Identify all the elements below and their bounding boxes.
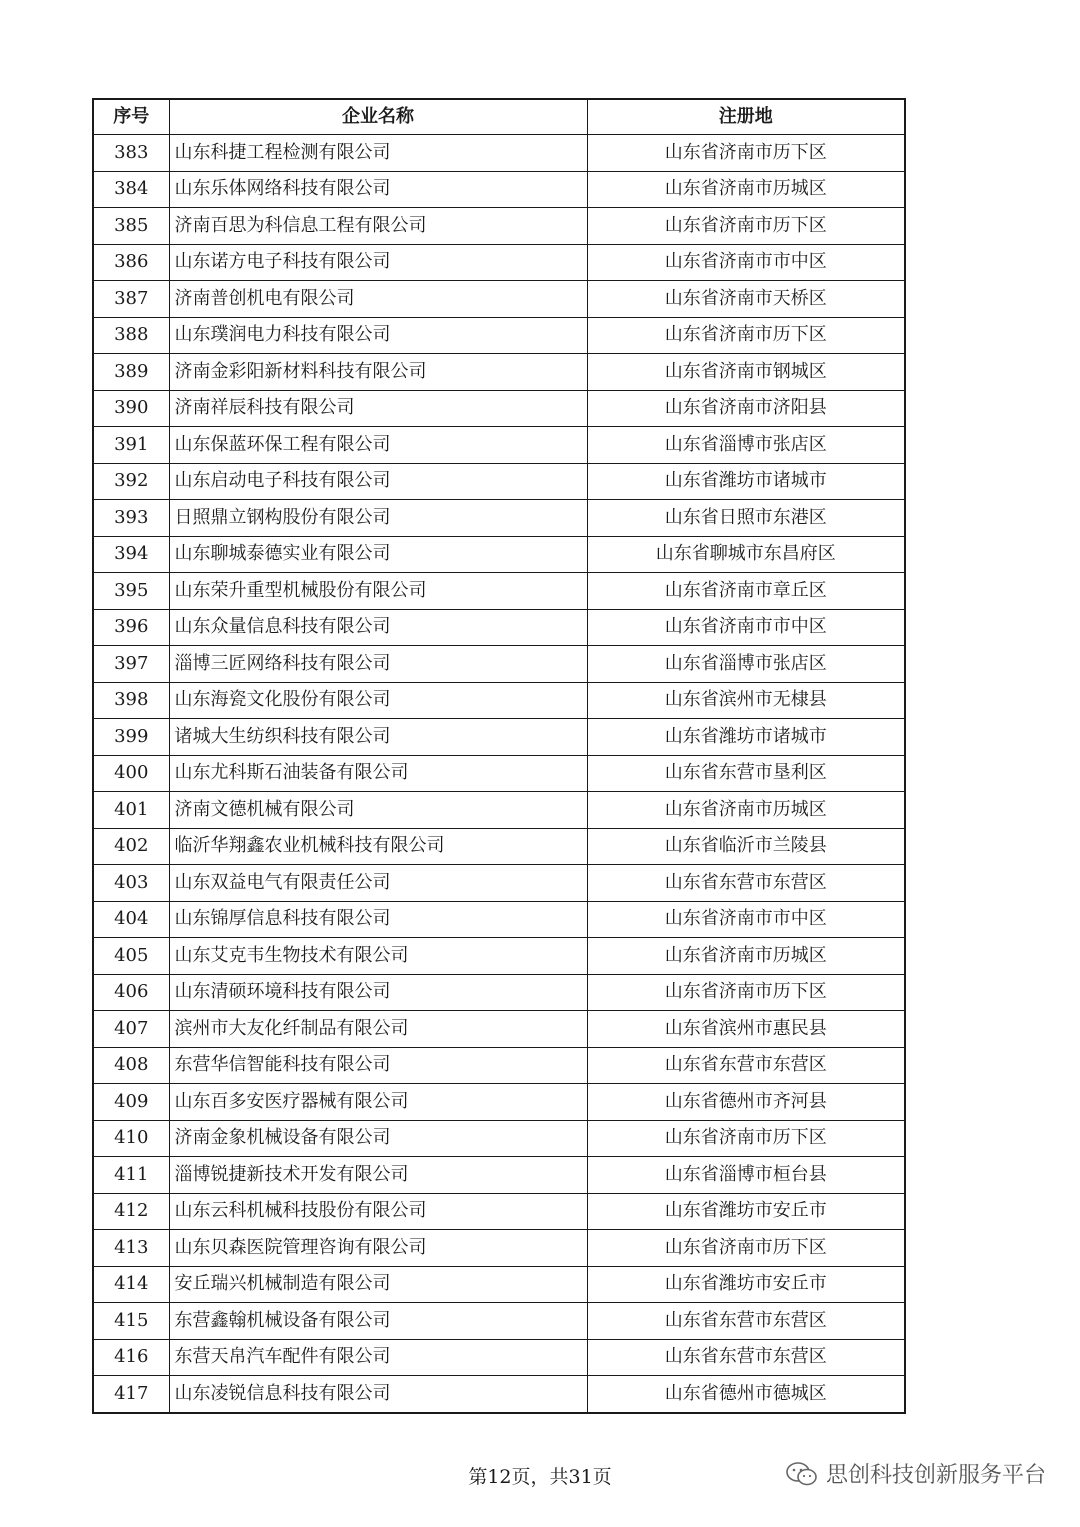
table-row	[93, 281, 905, 318]
cell-registered-place: 山东省日照市东港区	[587, 500, 905, 537]
cell-registered-place: 山东省济南市历下区	[587, 974, 905, 1011]
cell-serial: 383	[93, 135, 169, 172]
table-row	[93, 244, 905, 281]
cell-serial: 395	[93, 573, 169, 610]
cell-registered-place: 山东省济南市历下区	[587, 1120, 905, 1157]
table-row	[93, 1084, 905, 1121]
cell-company-name: 临沂华翔鑫农业机械科技有限公司	[169, 828, 587, 865]
cell-company-name: 东营华信智能科技有限公司	[169, 1047, 587, 1084]
cell-registered-place: 山东省济南市章丘区	[587, 573, 905, 610]
cell-company-name: 山东双益电气有限责任公司	[169, 865, 587, 902]
cell-company-name: 山东乐体网络科技有限公司	[169, 171, 587, 208]
table-row	[93, 974, 905, 1011]
cell-registered-place: 山东省济南市历城区	[587, 938, 905, 975]
cell-serial: 410	[93, 1120, 169, 1157]
cell-registered-place: 山东省东营市东营区	[587, 1339, 905, 1376]
table-row	[93, 536, 905, 573]
cell-serial: 387	[93, 281, 169, 318]
cell-company-name: 山东艾克韦生物技术有限公司	[169, 938, 587, 975]
table-row	[93, 1303, 905, 1340]
header-company-name: 企业名称	[169, 99, 587, 135]
cell-registered-place: 山东省滨州市惠民县	[587, 1011, 905, 1048]
table-row	[93, 682, 905, 719]
cell-registered-place: 山东省临沂市兰陵县	[587, 828, 905, 865]
cell-registered-place: 山东省潍坊市诸城市	[587, 719, 905, 756]
cell-serial: 409	[93, 1084, 169, 1121]
cell-registered-place: 山东省济南市钢城区	[587, 354, 905, 391]
cell-registered-place: 山东省济南市历城区	[587, 171, 905, 208]
cell-serial: 389	[93, 354, 169, 391]
cell-serial: 390	[93, 390, 169, 427]
cell-company-name: 山东聊城泰德实业有限公司	[169, 536, 587, 573]
cell-registered-place: 山东省潍坊市安丘市	[587, 1193, 905, 1230]
cell-company-name: 东营天帛汽车配件有限公司	[169, 1339, 587, 1376]
cell-serial: 411	[93, 1157, 169, 1194]
table-row	[93, 1193, 905, 1230]
cell-registered-place: 山东省聊城市东昌府区	[587, 536, 905, 573]
cell-company-name: 东营鑫翰机械设备有限公司	[169, 1303, 587, 1340]
cell-serial: 416	[93, 1339, 169, 1376]
cell-serial: 404	[93, 901, 169, 938]
table-row	[93, 390, 905, 427]
cell-serial: 405	[93, 938, 169, 975]
table-row	[93, 1230, 905, 1267]
company-table-container	[92, 98, 904, 1414]
cell-company-name: 山东云科机械科技股份有限公司	[169, 1193, 587, 1230]
cell-serial: 413	[93, 1230, 169, 1267]
cell-company-name: 山东尤科斯石油装备有限公司	[169, 755, 587, 792]
table-row	[93, 463, 905, 500]
cell-company-name: 山东璞润电力科技有限公司	[169, 317, 587, 354]
cell-company-name: 山东百多安医疗器械有限公司	[169, 1084, 587, 1121]
cell-serial: 403	[93, 865, 169, 902]
cell-company-name: 安丘瑞兴机械制造有限公司	[169, 1266, 587, 1303]
cell-company-name: 济南文德机械有限公司	[169, 792, 587, 829]
cell-company-name: 山东众量信息科技有限公司	[169, 609, 587, 646]
cell-serial: 391	[93, 427, 169, 464]
page-footer: 第12页，共31页	[468, 1466, 612, 1488]
cell-serial: 399	[93, 719, 169, 756]
cell-registered-place: 山东省淄博市张店区	[587, 646, 905, 683]
table-row	[93, 317, 905, 354]
cell-serial: 406	[93, 974, 169, 1011]
cell-registered-place: 山东省东营市东营区	[587, 1303, 905, 1340]
cell-registered-place: 山东省济南市历下区	[587, 135, 905, 172]
table-row	[93, 1157, 905, 1194]
cell-serial: 414	[93, 1266, 169, 1303]
table-row	[93, 865, 905, 902]
cell-registered-place: 山东省东营市东营区	[587, 865, 905, 902]
cell-serial: 386	[93, 244, 169, 281]
cell-serial: 393	[93, 500, 169, 537]
table-row	[93, 573, 905, 610]
cell-registered-place: 山东省德州市齐河县	[587, 1084, 905, 1121]
cell-serial: 392	[93, 463, 169, 500]
header-registered-place: 注册地	[587, 99, 905, 135]
cell-company-name: 山东清硕环境科技有限公司	[169, 974, 587, 1011]
watermark	[786, 1458, 1046, 1489]
cell-serial: 401	[93, 792, 169, 829]
cell-serial: 384	[93, 171, 169, 208]
wechat-icon	[786, 1461, 818, 1487]
cell-serial: 394	[93, 536, 169, 573]
cell-company-name: 山东荣升重型机械股份有限公司	[169, 573, 587, 610]
table-row	[93, 1376, 905, 1413]
table-row	[93, 1339, 905, 1376]
cell-registered-place: 山东省潍坊市诸城市	[587, 463, 905, 500]
cell-company-name: 济南金象机械设备有限公司	[169, 1120, 587, 1157]
cell-registered-place: 山东省滨州市无棣县	[587, 682, 905, 719]
cell-company-name: 济南祥辰科技有限公司	[169, 390, 587, 427]
cell-registered-place: 山东省济南市市中区	[587, 609, 905, 646]
cell-company-name: 济南金彩阳新材料科技有限公司	[169, 354, 587, 391]
cell-serial: 398	[93, 682, 169, 719]
table-row	[93, 427, 905, 464]
table-row	[93, 208, 905, 245]
cell-serial: 385	[93, 208, 169, 245]
cell-company-name: 济南普创机电有限公司	[169, 281, 587, 318]
cell-company-name: 山东贝森医院管理咨询有限公司	[169, 1230, 587, 1267]
table-row	[93, 646, 905, 683]
cell-company-name: 济南百思为科信息工程有限公司	[169, 208, 587, 245]
cell-company-name: 山东锦厚信息科技有限公司	[169, 901, 587, 938]
cell-serial: 400	[93, 755, 169, 792]
header-serial: 序号	[93, 99, 169, 135]
watermark-text: 思创科技创新服务平台	[825, 1463, 1046, 1488]
cell-company-name: 淄博三匠网络科技有限公司	[169, 646, 587, 683]
table-body	[93, 135, 905, 1413]
cell-serial: 402	[93, 828, 169, 865]
cell-company-name: 诸城大生纺织科技有限公司	[169, 719, 587, 756]
cell-serial: 407	[93, 1011, 169, 1048]
cell-company-name: 山东保蓝环保工程有限公司	[169, 427, 587, 464]
company-table	[92, 98, 906, 1414]
cell-serial: 412	[93, 1193, 169, 1230]
cell-registered-place: 山东省济南市市中区	[587, 244, 905, 281]
cell-company-name: 滨州市大友化纤制品有限公司	[169, 1011, 587, 1048]
cell-registered-place: 山东省淄博市张店区	[587, 427, 905, 464]
cell-company-name: 日照鼎立钢构股份有限公司	[169, 500, 587, 537]
cell-serial: 408	[93, 1047, 169, 1084]
table-row	[93, 609, 905, 646]
table-row	[93, 792, 905, 829]
cell-registered-place: 山东省济南市市中区	[587, 901, 905, 938]
cell-serial: 397	[93, 646, 169, 683]
cell-company-name: 山东海瓷文化股份有限公司	[169, 682, 587, 719]
table-row	[93, 354, 905, 391]
table-header-row	[93, 99, 905, 135]
table-row	[93, 135, 905, 172]
cell-serial: 415	[93, 1303, 169, 1340]
cell-registered-place: 山东省东营市垦利区	[587, 755, 905, 792]
cell-company-name: 淄博锐捷新技术开发有限公司	[169, 1157, 587, 1194]
table-row	[93, 938, 905, 975]
table-row	[93, 171, 905, 208]
table-row	[93, 755, 905, 792]
cell-serial: 388	[93, 317, 169, 354]
cell-company-name: 山东诺方电子科技有限公司	[169, 244, 587, 281]
table-row	[93, 828, 905, 865]
cell-registered-place: 山东省济南市历下区	[587, 208, 905, 245]
cell-registered-place: 山东省德州市德城区	[587, 1376, 905, 1413]
cell-registered-place: 山东省济南市历下区	[587, 1230, 905, 1267]
table-row	[93, 1266, 905, 1303]
cell-registered-place: 山东省济南市历下区	[587, 317, 905, 354]
table-row	[93, 901, 905, 938]
table-row	[93, 719, 905, 756]
cell-company-name: 山东启动电子科技有限公司	[169, 463, 587, 500]
cell-registered-place: 山东省济南市历城区	[587, 792, 905, 829]
table-row	[93, 1120, 905, 1157]
cell-registered-place: 山东省东营市东营区	[587, 1047, 905, 1084]
cell-registered-place: 山东省济南市济阳县	[587, 390, 905, 427]
cell-company-name: 山东凌锐信息科技有限公司	[169, 1376, 587, 1413]
cell-serial: 396	[93, 609, 169, 646]
cell-registered-place: 山东省淄博市桓台县	[587, 1157, 905, 1194]
table-row	[93, 1047, 905, 1084]
table-row	[93, 500, 905, 537]
cell-serial: 417	[93, 1376, 169, 1413]
cell-registered-place: 山东省潍坊市安丘市	[587, 1266, 905, 1303]
table-row	[93, 1011, 905, 1048]
cell-company-name: 山东科捷工程检测有限公司	[169, 135, 587, 172]
cell-registered-place: 山东省济南市天桥区	[587, 281, 905, 318]
